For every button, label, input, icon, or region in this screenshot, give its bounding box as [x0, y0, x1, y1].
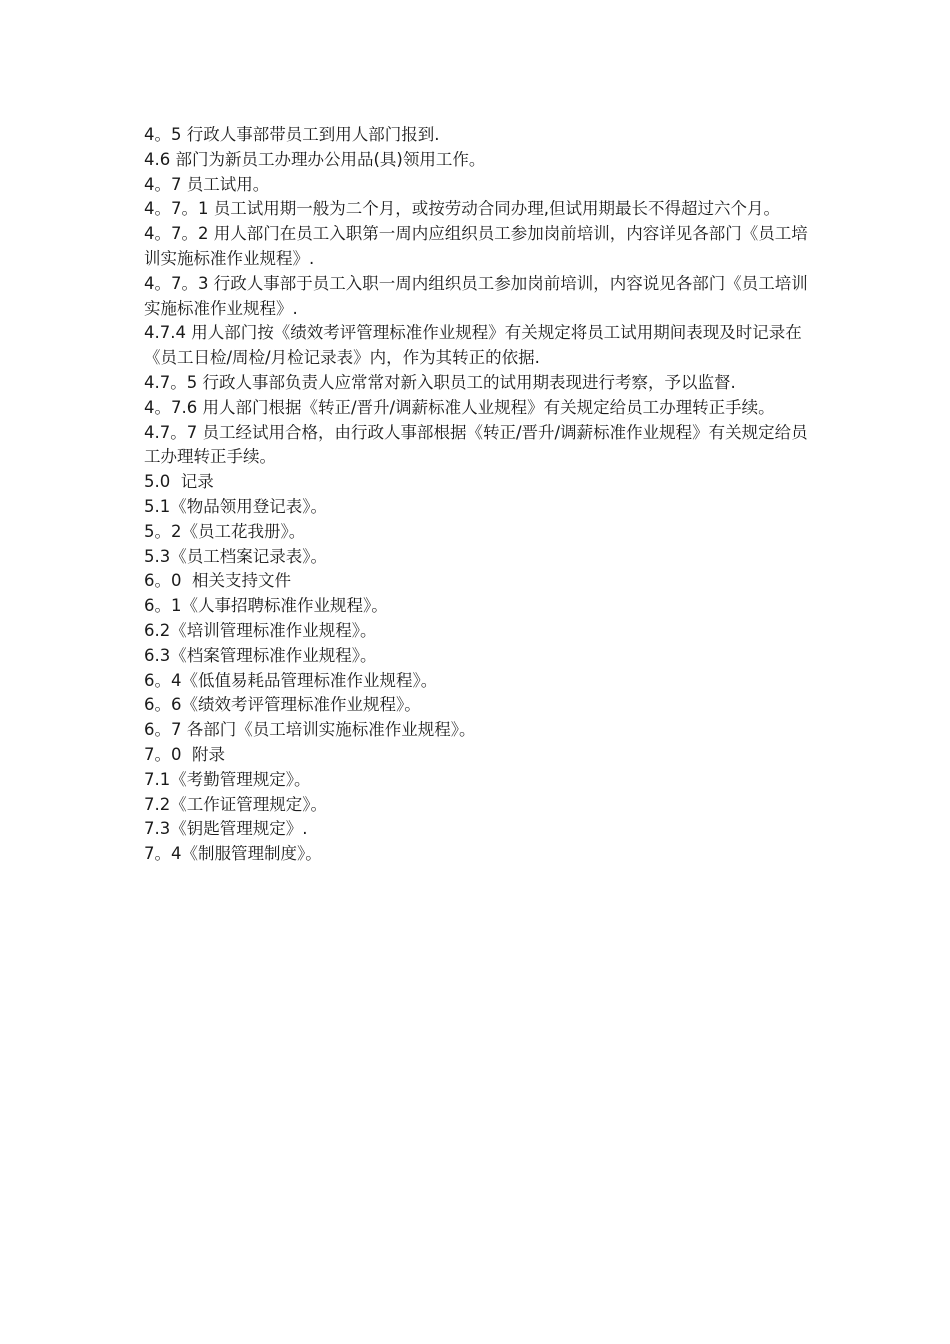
text-line-4-7-2: 4。7。2 用人部门在员工入职第一周内应组织员工参加岗前培训，内容详见各部门《员工培训实施标准作业规程》.	[144, 224, 808, 268]
text-line-5-2: 5。2《员工花我册》。	[144, 521, 306, 541]
text-line-5-1: 5.1《物品领用登记表》。	[144, 496, 327, 516]
text-line-4-7-6: 4。7.6 用人部门根据《转正/晋升/调薪标准人业规程》有关规定给员工办理转正手续。	[144, 397, 775, 417]
text-line-4-5: 4。5 行政人事部带员工到用人部门报到.	[144, 125, 440, 144]
text-line-6-3: 6.3《档案管理标准作业规程》。	[144, 645, 377, 665]
text-line-4-6: 4.6 部门为新员工办理办公用品(具)领用工作。	[144, 149, 486, 169]
text-line-4-7-5: 4.7。5 行政人事部负责人应常常对新入职员工的试用期表现进行考察，予以监督.	[144, 372, 736, 392]
text-line-4-7-4: 4.7.4 用人部门按《绩效考评管理标准作业规程》有关规定将员工试用期间表现及时记录在《员工日检/周检/月检记录表》内，作为其转正的依据.	[144, 323, 802, 368]
text-line-6-1: 6。1《人事招聘标准作业规程》。	[144, 596, 388, 616]
section-heading-5-0: 5.0 记录	[144, 472, 214, 492]
text-line-4-7-1: 4。7。1 员工试用期一般为二个月，或按劳动合同办理,但试用期最长不得超过六个月。	[144, 199, 780, 219]
text-line-7-3: 7.3《钥匙管理规定》.	[144, 819, 308, 839]
text-line-6-7: 6。7 各部门《员工培训实施标准作业规程》。	[144, 720, 476, 740]
text-line-5-3: 5.3《员工档案记录表》。	[144, 546, 327, 566]
text-line-4-7: 4。7 员工试用。	[144, 174, 270, 194]
text-line-7-4: 7。4《制服管理制度》。	[144, 844, 322, 864]
text-line-6-2: 6.2《培训管理标准作业规程》。	[144, 620, 377, 640]
text-line-6-6: 6。6《绩效考评管理标准作业规程》。	[144, 695, 421, 715]
text-line-4-7-7: 4.7。7 员工经试用合格，由行政人事部根据《转正/晋升/调薪标准作业规程》有关规定给员工办理转正手续。	[144, 422, 808, 467]
section-heading-7-0: 7。0 附录	[144, 744, 225, 764]
text-line-7-1: 7.1《考勤管理规定》。	[144, 769, 311, 789]
text-line-4-7-3: 4。7。3 行政人事部于员工入职一周内组织员工参加岗前培训，内容说见各部门《员工培训实施标准作业规程》.	[144, 273, 808, 318]
text-line-7-2: 7.2《工作证管理规定》。	[144, 794, 327, 814]
text-line-6-4: 6。4《低值易耗品管理标准作业规程》。	[144, 670, 438, 690]
section-heading-6-0: 6。0 相关支持文件	[144, 571, 291, 591]
document-body	[144, 123, 808, 867]
